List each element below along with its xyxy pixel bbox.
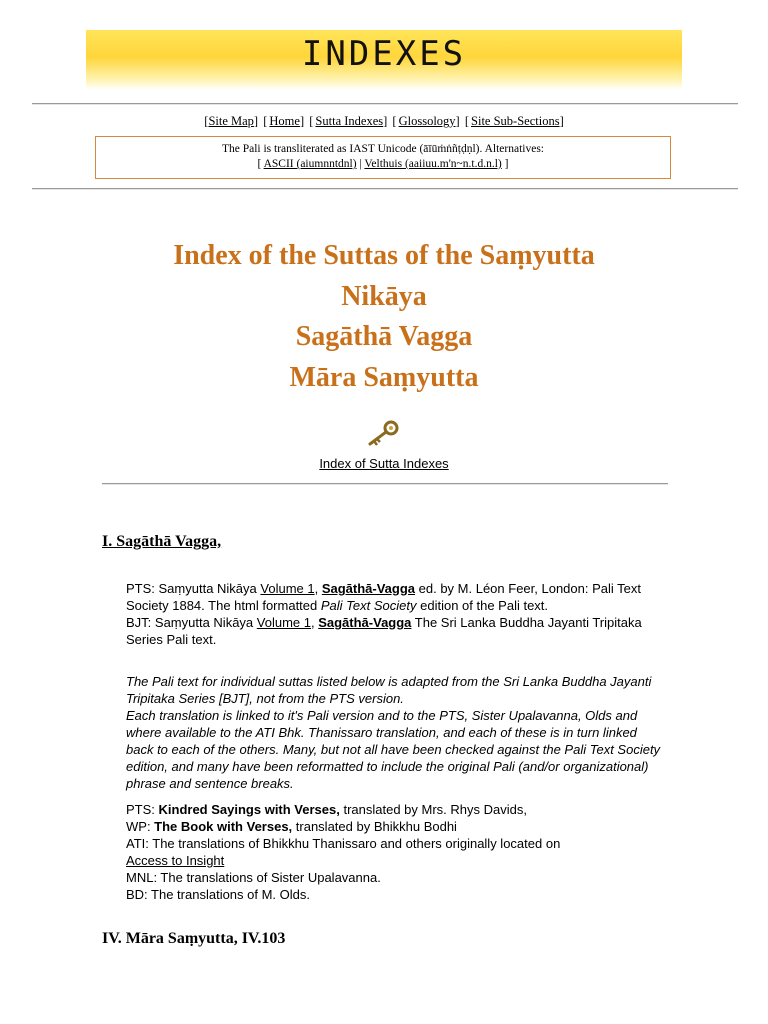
site-nav: [Site Map] [ Home] [ Sutta Indexes] [ Glossology] [ Site Sub-Sections]: [204, 114, 564, 128]
bjt-volume-link[interactable]: Volume 1: [256, 615, 311, 630]
top-divider: [32, 103, 738, 105]
indexes-logo: INDEXES: [301, 34, 467, 74]
translation-mnl: MNL: The translations of Sister Upalavanna.: [126, 870, 381, 885]
nav-site-map[interactable]: Site Map: [208, 114, 254, 128]
pts-volume-link[interactable]: Volume 1: [260, 581, 315, 596]
translation-pts: PTS: Kindred Sayings with Verses, translated by Mrs. Rhys Davids,: [126, 802, 527, 817]
section-heading-mara: IV. Māra Saṃyutta, IV.103: [102, 930, 286, 947]
site-banner: [86, 30, 682, 90]
nav-glossology[interactable]: Glossology: [398, 114, 456, 128]
page-title: [0, 236, 768, 398]
section-heading-sagatha[interactable]: I. Sagāthā Vagga,: [102, 533, 222, 550]
note-bjt-source: The Pali text for individual suttas listed below is adapted from the Sri Lanka Buddha Jayanti Tripitaka Series [BJT], not from the PTS version.: [126, 674, 652, 706]
nav-site-sub-sections[interactable]: Site Sub-Sections: [471, 114, 560, 128]
title-line-3: Sagāthā Vagga: [295, 321, 473, 352]
bjt-vagga-link[interactable]: Sagāthā-Vagga: [318, 615, 412, 630]
title-line-1: Index of the Suttas of the Saṃyutta: [173, 240, 595, 271]
title-line-4: Māra Saṃyutta: [289, 361, 479, 393]
index-of-sutta-indexes-link[interactable]: Index of Sutta Indexes: [319, 456, 449, 471]
mid-divider: [32, 188, 738, 190]
velthuis-link[interactable]: Velthuis (aaiiuu.m'n~n.t.d.n.l): [364, 158, 502, 170]
translation-bd: BD: The translations of M. Olds.: [126, 887, 310, 902]
title-line-2: Nikāya: [341, 280, 427, 312]
note-translation-links: Each translation is linked to it's Pali version and to the PTS, Sister Upalavanna, Olds and where available to the ATI Bhk. Thanissaro translation, and each of these is in turn linked back to each of the others. Many, but not all have been checked against the Pali Text Society edition, and many have been reformatted to include the original Pali (and/or organizational) phrase and sentence breaks.: [126, 708, 661, 791]
index-of-sutta-indexes: [0, 456, 768, 471]
pts-bjt-paragraph: PTS: Saṃyutta Nikāya Volume 1, Sagāthā-Vagga ed. by M. Léon Feer, London: Pali Text Society 1884. The html formatted Pali Text Society edition of the Pali text. BJT: Saṃyutta Nikāya Volume 1, Sagāthā-Vagga The Sri Lanka Buddha Jayanti Tripitaka Series Pali text.: [126, 581, 642, 647]
title-divider: [102, 483, 668, 485]
key-icon[interactable]: [366, 420, 400, 452]
translation-ati: ATI: The translations of Bhikkhu Thanissaro and others originally located on: [126, 836, 561, 851]
nav-home[interactable]: Home: [269, 114, 300, 128]
ascii-link[interactable]: ASCII (aiumnntdnl): [263, 158, 357, 170]
translation-wp: WP: The Book with Verses, translated by Bhikkhu Bodhi: [126, 819, 457, 834]
transliteration-notice: The Pali is transliterated as IAST Unicode (āīūṁṅñṭḍṇl). Alternatives: [ ASCII (aiumnntdnl) | Velthuis (aaiiuu.m'n~n.t.d.n.l) ]: [95, 136, 671, 179]
access-to-insight-link[interactable]: Access to Insight: [126, 853, 225, 868]
pts-vagga-link[interactable]: Sagāthā-Vagga: [321, 581, 416, 596]
notice-text: The Pali is transliterated as IAST Unicode (āīūṁṅñṭḍṇl). Alternatives:: [221, 143, 545, 155]
pali-source-note: [126, 673, 666, 792]
nav-sutta-indexes[interactable]: Sutta Indexes: [315, 114, 384, 128]
translations-list: [126, 801, 666, 903]
